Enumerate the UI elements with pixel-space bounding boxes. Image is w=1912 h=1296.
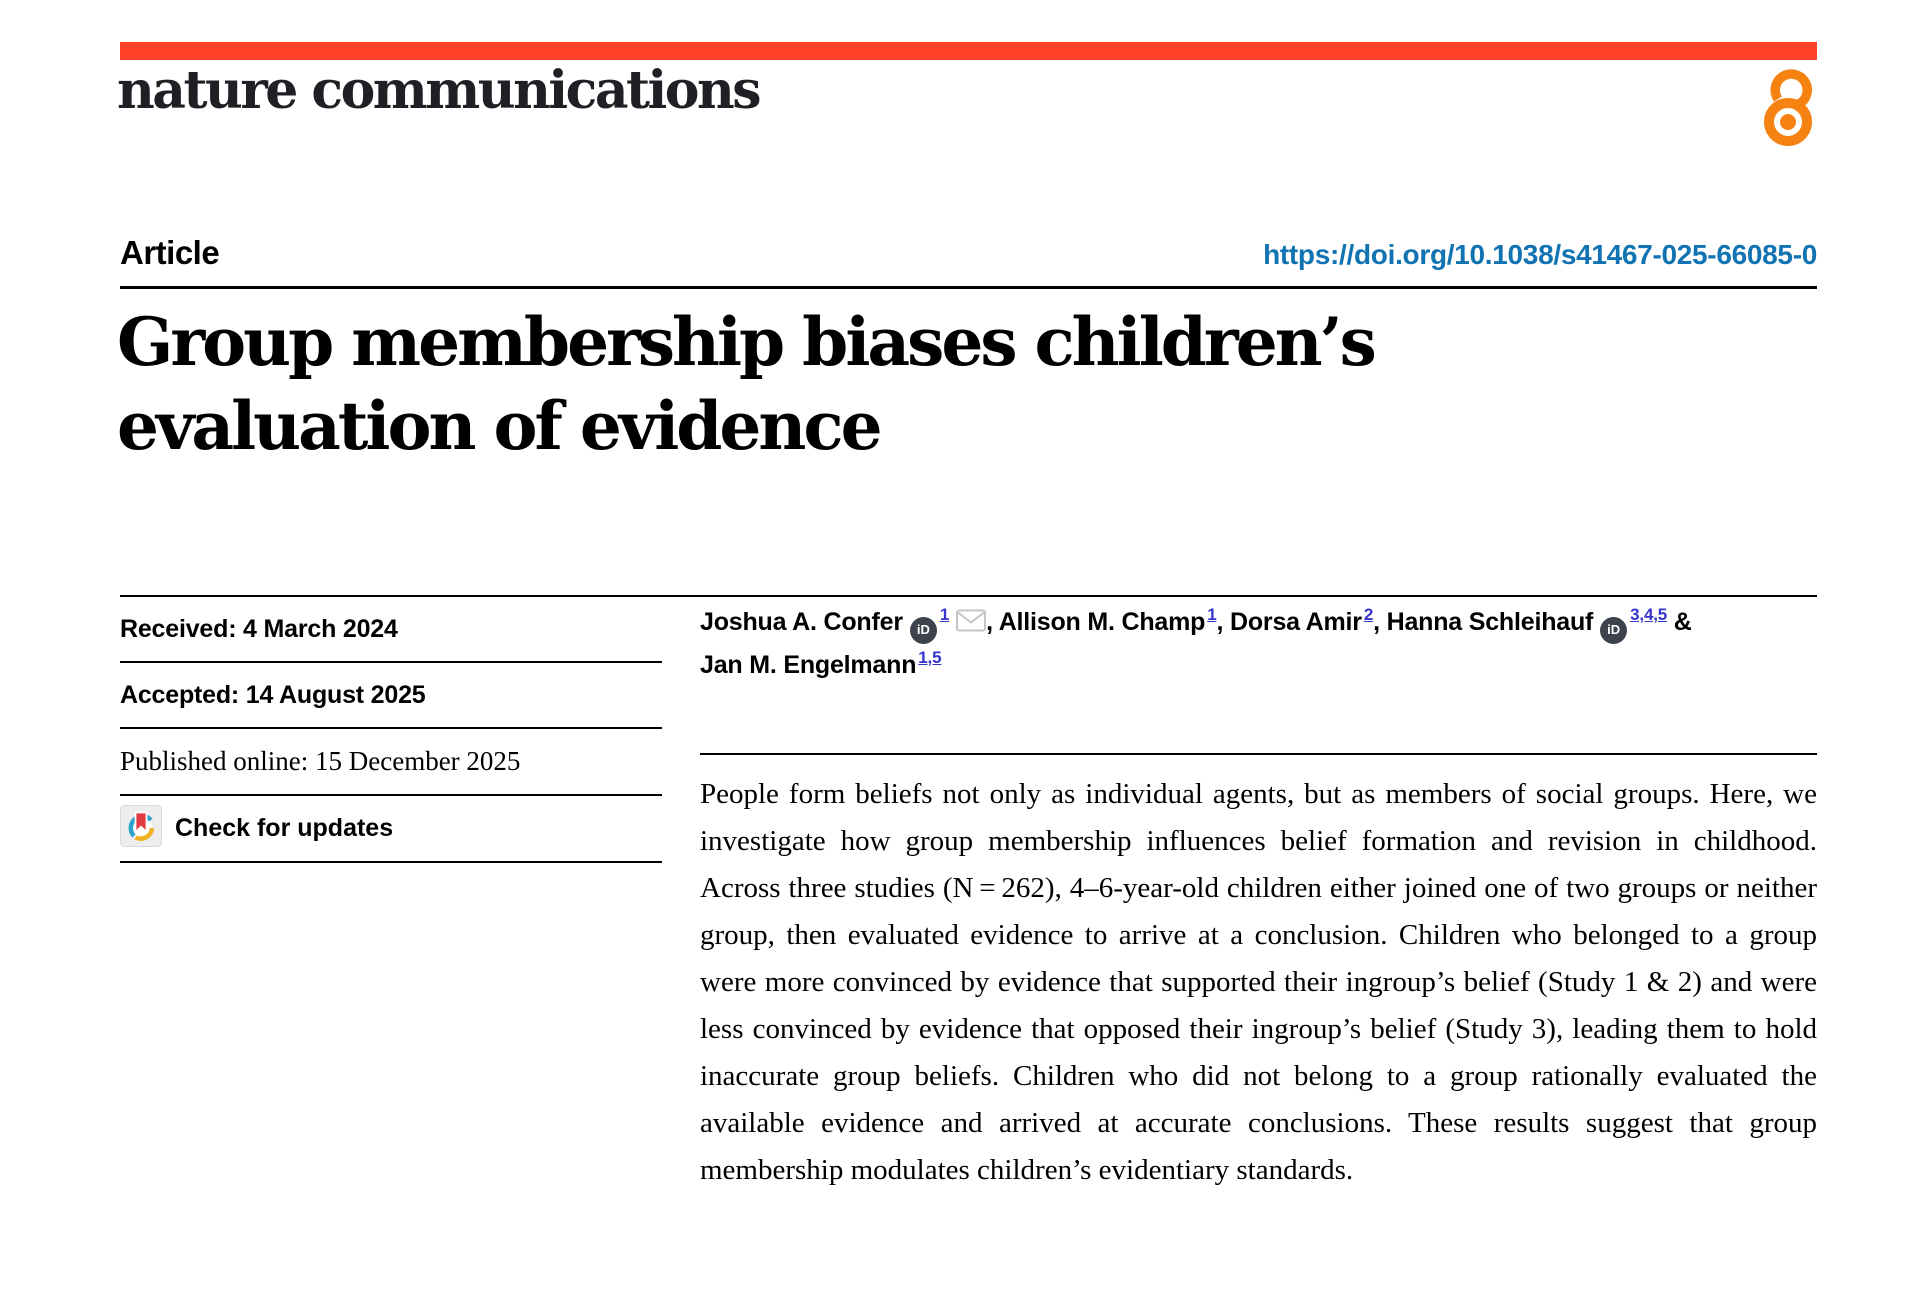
check-for-updates-button[interactable] [120,796,662,863]
affiliation-superscript[interactable]: 3,4,5 [1630,605,1667,624]
open-access-icon[interactable] [1764,64,1816,155]
author-name: Joshua A. Confer [700,608,903,636]
abstract-text: People form beliefs not only as individual agents, but as members of social groups. Here, we investigate how group membership influences belief formation and revision in childhood. Across three studies (N = 262), 4–6-year-old children either joined one of two groups or neither group, then evaluated evidence to arrive at a conclusion. Children who belonged to a group were more convinced by evidence that supported their ingroup’s belief (Study 1 & 2) and were less convinced by evidence that opposed their ingroup’s belief (Study 3), leading them to hold inaccurate group beliefs. Children who did not belong to a group rationally evaluated the available evidence and arrived at accurate conclusions. These results suggest that group membership modulates children’s evidentiary standards. [700,778,1817,1186]
email-icon[interactable] [956,610,986,638]
received-date: Received: 4 March 2024 [120,614,398,643]
doi-link[interactable]: https://doi.org/10.1038/s41467-025-66085-0 [1263,239,1817,270]
article-meta-row [120,234,1817,272]
author-separator: & [1666,608,1692,636]
author-name: Allison M. Champ [998,608,1206,636]
accepted-row [120,663,662,729]
affiliation-superscript[interactable]: 1 [1207,605,1217,624]
author-separator: , [1373,608,1387,636]
received-row [120,597,662,663]
author-byline [700,602,1817,688]
accepted-date: Accepted: 14 August 2025 [120,680,426,709]
journal-logo[interactable]: nature communications [117,60,760,121]
affiliation-superscript[interactable]: 1,5 [918,648,942,667]
published-row [120,729,662,796]
crossmark-icon [120,805,162,852]
article-history-panel [120,597,662,863]
orcid-icon[interactable]: iD [1600,617,1627,644]
article-type-label: Article [120,234,220,271]
check-for-updates-label: Check for updates [175,814,394,842]
masthead-rule [120,42,1817,60]
page-title-line2: evaluation of evidence [117,387,880,465]
author-separator: , [1216,608,1230,636]
published-date: Published online: 15 December 2025 [120,746,521,776]
author-name: Hanna Schleihauf [1386,608,1594,636]
page-title-line1: Group membership biases children’s [117,303,1374,381]
page-title [117,300,1807,468]
affiliation-superscript[interactable]: 2 [1363,605,1374,624]
author-name: Jan M. Engelmann [700,651,917,679]
orcid-icon[interactable]: iD [910,617,937,644]
author-separator: , [986,608,999,636]
affiliation-superscript[interactable]: 1 [939,605,950,624]
abstract-divider [700,753,1817,755]
author-name: Dorsa Amir [1229,608,1362,636]
header-divider [120,286,1817,289]
